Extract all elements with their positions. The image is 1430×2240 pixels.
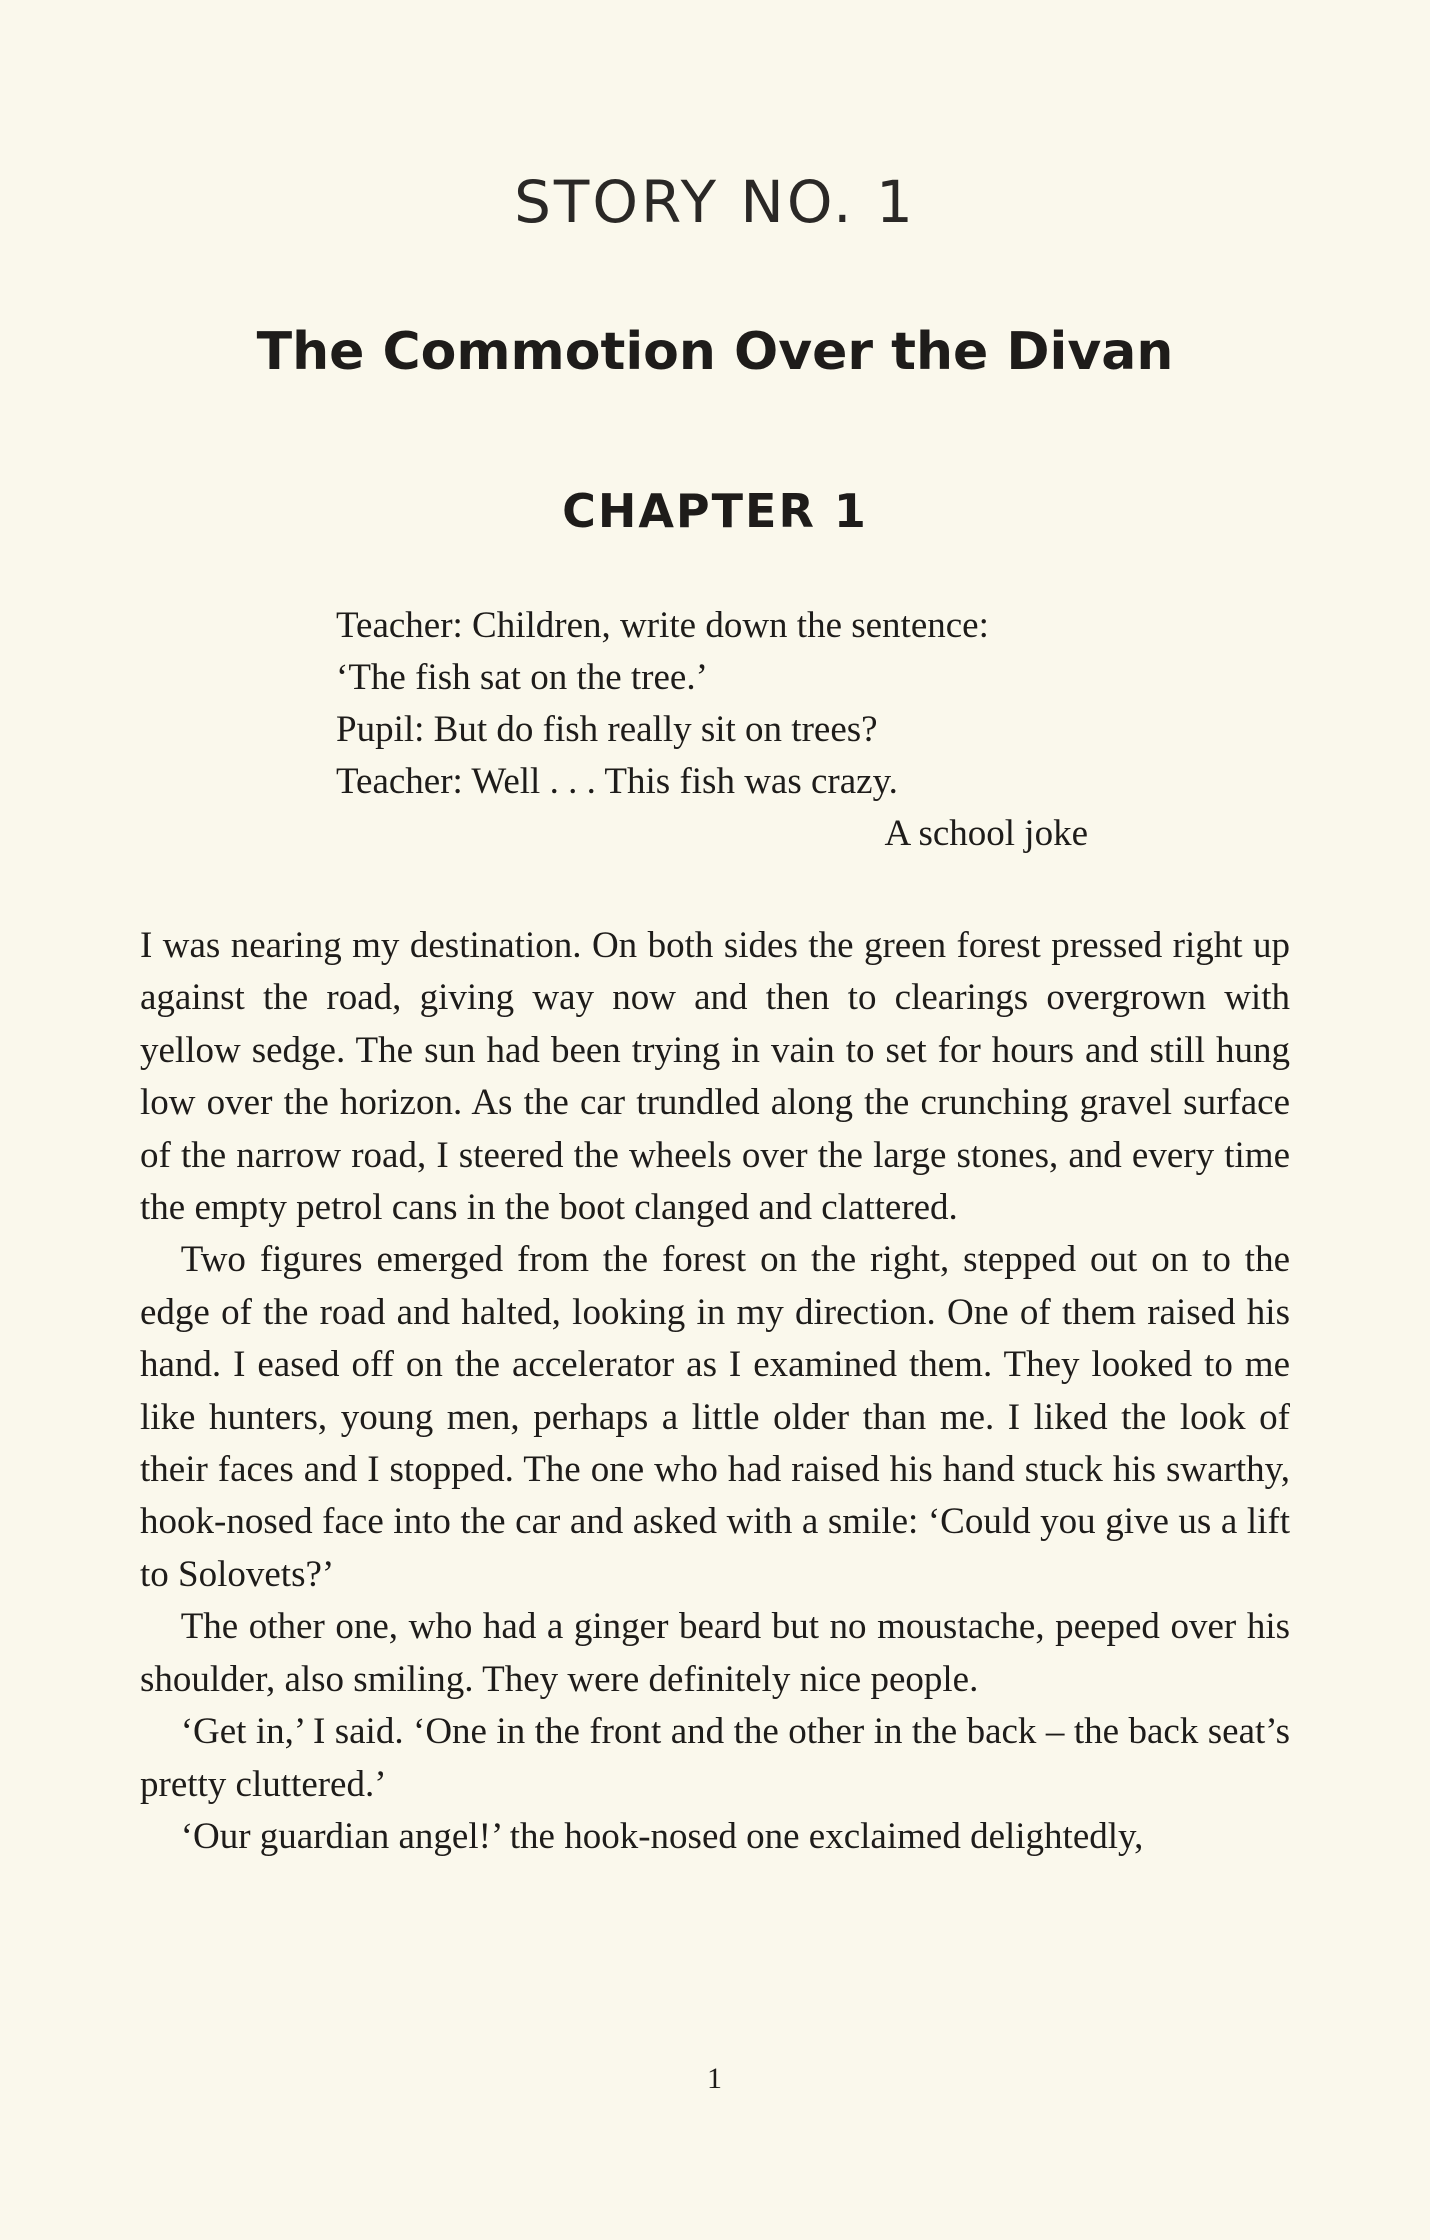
page-number: 1	[707, 2062, 723, 2095]
epigraph-line: Teacher: Well . . . This fish was crazy.	[336, 761, 898, 802]
paragraph: The other one, who had a ginger beard but no moustache, peeped over his shoulder, also smiling. They were definitely nice people.	[140, 1606, 1290, 1700]
epigraph-line: ‘The fish sat on the tree.’	[336, 657, 708, 698]
epigraph-line: Pupil: But do fish really sit on trees?	[336, 709, 878, 750]
paragraph: ‘Get in,’ I said. ‘One in the front and the other in the back – the back seat’s pretty cluttered.’	[140, 1711, 1290, 1805]
paragraph: I was nearing my destination. On both sides the green forest pressed right up against the road, giving way now and then to clearings overgrown with yellow sedge. The sun had been trying in vain to set for hours and still hung low over the horizon. As the car trundled along the crunching gravel surface of the narrow road, I steered the wheels over the large stones, and every time the empty petrol cans in the boot clanged and clattered.	[140, 925, 1290, 1229]
chapter-title: CHAPTER 1	[562, 484, 868, 538]
paragraph: ‘Our guardian angel!’ the hook-nosed one exclaimed delightedly,	[180, 1815, 1144, 1857]
paragraph: Two figures emerged from the forest on the right, stepped out on to the edge of the road and halted, looking in my direction. One of them raised his hand. I eased off on the accelerator as I examined them. They looked to me like hunters, young men, perhaps a little older than me. I liked the look of their faces and I stopped. The one who had raised his hand stuck his swarthy, hook-nosed face into the car and asked with a smile: ‘Could you give us a lift to Solovets?’	[140, 1239, 1290, 1595]
story-title: The Commotion Over the Divan	[256, 322, 1174, 382]
epigraph-source: A school joke	[884, 813, 1088, 854]
epigraph-line: Teacher: Children, write down the sentence:	[336, 605, 989, 646]
story-label: STORY NO. 1	[514, 168, 916, 236]
body-text	[140, 920, 1290, 1863]
epigraph	[336, 600, 1096, 860]
